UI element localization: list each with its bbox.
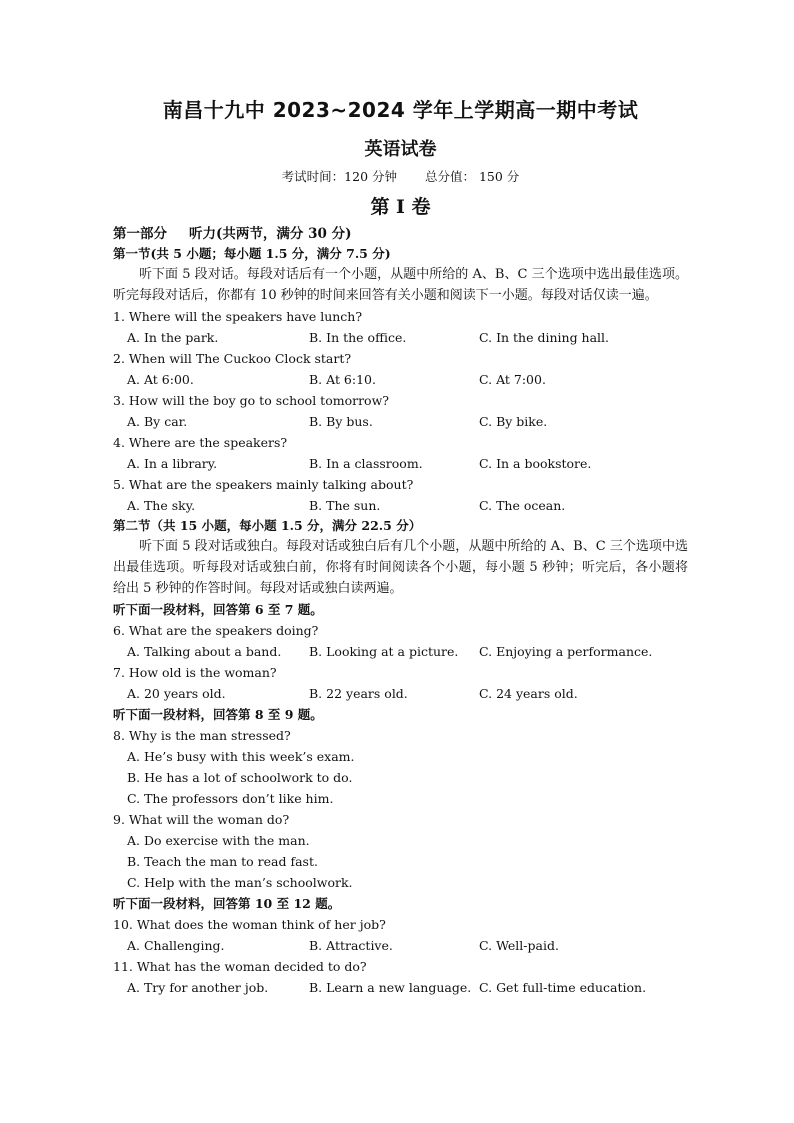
- question-5: 5. What are the speakers mainly talking about?: [113, 477, 414, 492]
- question-10-options: [113, 935, 688, 956]
- exam-title: 南昌十九中 2023~2024 学年上学期高一期中考试: [162, 98, 639, 122]
- volume-heading: 第 I 卷: [370, 196, 431, 218]
- question-6: 6. What are the speakers doing?: [113, 623, 319, 638]
- option-c: C. 24 years old.: [479, 686, 578, 701]
- option-a: A. Talking about a band.: [127, 644, 282, 659]
- question-1-options: [113, 327, 688, 348]
- option-b: B. Learn a new language.: [309, 980, 472, 995]
- option-c: C. At 7:00.: [479, 372, 546, 387]
- option-a: A. Do exercise with the man.: [127, 833, 310, 848]
- section2-heading: 第二节（共 15 小题，每小题 1.5 分，满分 22.5 分）: [113, 518, 422, 533]
- section2-instructions: 听下面 5 段对话或独白。每段对话或独白后有几个小题，从题中所给的 A、B、C 三个选项中选出最佳选项。听每段对话或独白前，你将有时间阅读各个小题，每小题 5 秒钟；听完后，各小题将给出 5 秒钟的作答时间。每段对话或独白读两遍。: [113, 539, 688, 596]
- option-a: A. Challenging.: [127, 938, 225, 953]
- option-a: A. In the park.: [127, 330, 219, 345]
- question-9: 9. What will the woman do?: [113, 812, 290, 827]
- option-b: B. He has a lot of schoolwork to do.: [127, 770, 353, 785]
- option-a: A. 20 years old.: [127, 686, 226, 701]
- option-b: B. Attractive.: [309, 938, 393, 953]
- option-c: C. In a bookstore.: [479, 456, 592, 471]
- option-a: A. By car.: [127, 414, 188, 429]
- option-b: B. At 6:10.: [309, 372, 376, 387]
- option-a: A. Try for another job.: [127, 980, 269, 995]
- option-b: B. Teach the man to read fast.: [127, 854, 318, 869]
- option-c: C. Enjoying a performance.: [479, 644, 653, 659]
- question-10: 10. What does the woman think of her job?: [113, 917, 386, 932]
- question-3: 3. How will the boy go to school tomorrow?: [113, 393, 389, 408]
- option-b: B. Looking at a picture.: [309, 644, 459, 659]
- section1-heading: 第一节(共 5 小题；每小题 1.5 分，满分 7.5 分): [113, 246, 391, 261]
- part-label: 第一部分: [113, 226, 167, 242]
- exam-meta: [113, 168, 688, 186]
- question-8: 8. Why is the man stressed?: [113, 728, 291, 743]
- question-6-options: [113, 641, 688, 662]
- question-11-options: [113, 977, 688, 998]
- material-lead-2: 听下面一段材料，回答第 8 至 9 题。: [113, 707, 323, 722]
- option-c: C. The ocean.: [479, 498, 566, 513]
- option-c: C. By bike.: [479, 414, 548, 429]
- question-3-options: [113, 411, 688, 432]
- option-c: C. The professors don’t like him.: [127, 791, 334, 806]
- section1-questions: [113, 306, 688, 516]
- part-title: 听力(共两节，满分 30 分): [189, 226, 352, 242]
- question-4: 4. Where are the speakers?: [113, 435, 288, 450]
- material-lead-1: 听下面一段材料，回答第 6 至 7 题。: [113, 602, 323, 617]
- material-lead-3: 听下面一段材料，回答第 10 至 12 题。: [113, 896, 341, 911]
- exam-time: 考试时间：120 分钟: [281, 169, 398, 184]
- option-b: B. 22 years old.: [309, 686, 408, 701]
- option-a: A. In a library.: [127, 456, 218, 471]
- exam-subtitle: 英语试卷: [364, 139, 437, 160]
- question-2: 2. When will The Cuckoo Clock start?: [113, 351, 352, 366]
- question-4-options: [113, 453, 688, 474]
- question-7: 7. How old is the woman?: [113, 665, 277, 680]
- part-heading: [113, 224, 688, 244]
- option-a: A. At 6:00.: [127, 372, 194, 387]
- option-c: C. Well-paid.: [479, 938, 559, 953]
- option-b: B. By bus.: [309, 414, 373, 429]
- option-c: C. Get full-time education.: [479, 980, 647, 995]
- exam-score: 总分值： 150 分: [425, 169, 520, 184]
- question-7-options: [113, 683, 688, 704]
- option-b: B. The sun.: [309, 498, 381, 513]
- question-1: 1. Where will the speakers have lunch?: [113, 309, 363, 324]
- option-b: B. In the office.: [309, 330, 407, 345]
- option-c: C. Help with the man’s schoolwork.: [127, 875, 353, 890]
- option-b: B. In a classroom.: [309, 456, 423, 471]
- section1-instructions: 听下面 5 段对话。每段对话后有一个小题，从题中所给的 A、B、C 三个选项中选出最佳选项。听完每段对话后，你都有 10 秒钟的时间来回答有关小题和阅读下一小题。每段对话仅读一遍。: [113, 267, 688, 303]
- question-5-options: [113, 495, 688, 516]
- option-c: C. In the dining hall.: [479, 330, 610, 345]
- option-a: A. The sky.: [127, 498, 196, 513]
- exam-page: [113, 96, 688, 998]
- question-2-options: [113, 369, 688, 390]
- option-a: A. He’s busy with this week’s exam.: [127, 749, 355, 764]
- question-11: 11. What has the woman decided to do?: [113, 959, 367, 974]
